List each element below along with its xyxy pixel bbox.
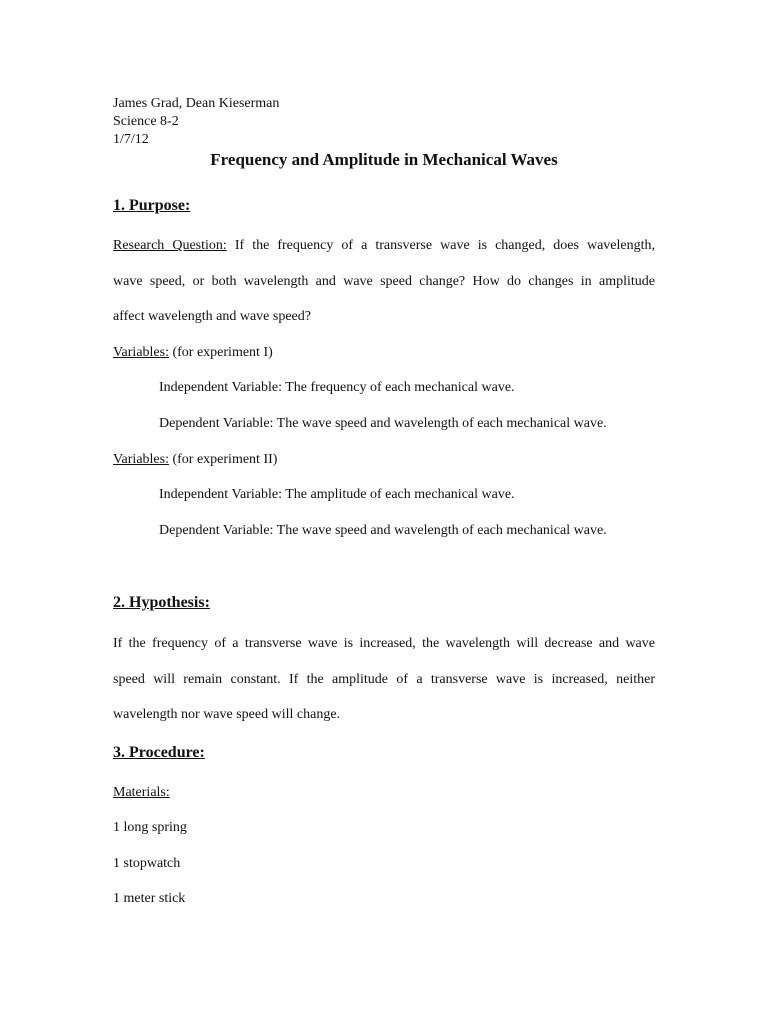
material-item: 1 long spring — [113, 820, 187, 835]
independent-variable-2: Independent Variable: The amplitude of each mechanical wave. — [159, 487, 515, 502]
authors: James Grad, Dean Kieserman — [113, 96, 280, 111]
variables-2-line — [113, 451, 277, 469]
dependent-variable-2: Dependent Variable: The wave speed and wavelength of each mechanical wave. — [159, 523, 607, 538]
hypothesis-line-2: speed will remain constant. If the amplitude of a transverse wave is increased, neither — [113, 672, 655, 687]
class-name: Science 8-2 — [113, 114, 179, 129]
research-question-line-3: affect wavelength and wave speed? — [113, 309, 311, 324]
purpose-heading: 1. Purpose: — [113, 197, 191, 214]
variables-1-note: (for experiment I) — [168, 345, 273, 360]
hypothesis-heading: 2. Hypothesis: — [113, 594, 210, 611]
procedure-heading: 3. Procedure: — [113, 744, 205, 761]
hypothesis-line-3: wavelength nor wave speed will change. — [113, 707, 341, 722]
date: 1/7/12 — [113, 132, 149, 147]
variables-1-line — [113, 344, 273, 362]
independent-variable-1: Independent Variable: The frequency of each mechanical wave. — [159, 380, 515, 395]
material-item: 1 stopwatch — [113, 856, 181, 871]
dependent-variable-1: Dependent Variable: The wave speed and wavelength of each mechanical wave. — [159, 416, 607, 431]
variables-1-label: Variables: — [113, 345, 169, 360]
document-title: Frequency and Amplitude in Mechanical Waves — [210, 150, 558, 169]
research-question-label: Research Question: — [113, 238, 227, 253]
variables-2-label: Variables: — [113, 452, 169, 467]
material-item: 1 meter stick — [113, 891, 186, 906]
variables-2-note: (for experiment II) — [168, 452, 278, 467]
hypothesis-line-1: If the frequency of a transverse wave is increased, the wavelength will decrease and wave — [113, 636, 655, 651]
research-question-text-1: If the frequency of a transverse wave is changed, does wavelength, — [226, 238, 656, 253]
materials-label: Materials: — [113, 785, 170, 800]
research-question-line-1 — [113, 237, 655, 255]
research-question-line-2: wave speed, or both wavelength and wave speed change? How do changes in amplitude — [113, 274, 655, 289]
